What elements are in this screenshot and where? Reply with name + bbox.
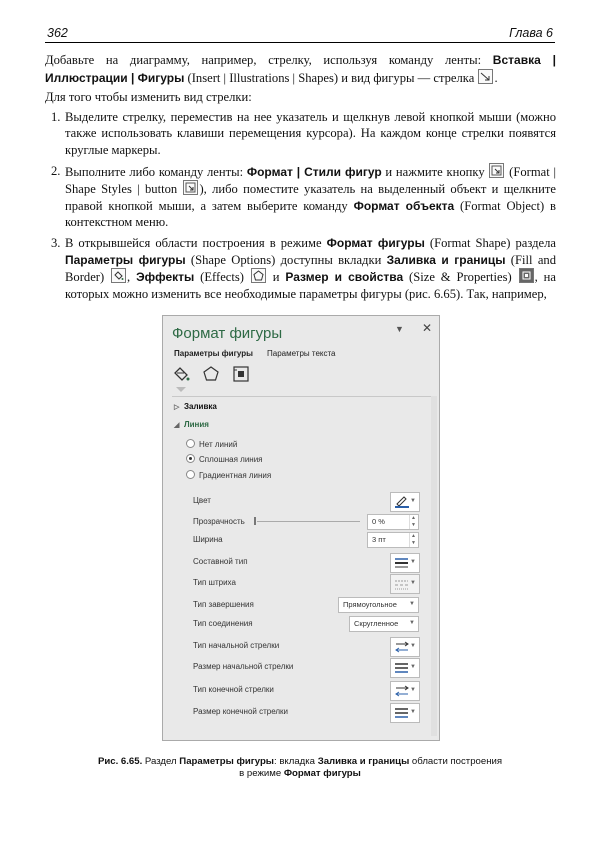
step-bold: Формат объекта [353,198,455,213]
close-icon[interactable]: ✕ [422,321,433,335]
cap-type-label: Тип завершения [193,600,254,609]
fill-bucket-icon [111,268,126,283]
caption-text: в режиме [239,768,284,779]
color-picker[interactable] [390,492,420,512]
size-properties-icon[interactable] [232,365,250,385]
arrow-shape-icon [478,69,493,84]
section-line[interactable] [174,420,209,429]
chevron-down-icon: ▼ [410,709,416,715]
radio-solid-line[interactable] [186,454,263,464]
caption-text: Раздел [142,756,180,767]
chevron-down-icon: ▼ [410,580,416,586]
tab-text-options[interactable]: Параметры текста [267,349,336,358]
caption-bold: Параметры фигуры [179,756,274,767]
step-text: (Format Shape) раздела [424,235,557,250]
pentagon-icon [251,268,266,283]
lead-paragraph: Для того чтобы изменить вид стрелки: [45,90,252,105]
join-type-label: Тип соединения [193,619,253,628]
end-arrow-type-picker[interactable] [390,681,420,701]
begin-arrow-type-picker[interactable] [390,637,420,657]
figure-caption [80,756,520,780]
chevron-down-icon: ▼ [410,664,416,670]
step-text: , [127,270,137,285]
step-text: Выделите стрелку, переместив на нее указатель и щелкнув левой кнопкой мыши (можно также использовать клавиши перемещения курсора). На каждом конце стрелки появятся круглые маркеры. [65,109,556,157]
figure-number: Рис. 6.65. [97,756,143,767]
radio-circle-selected [186,454,195,463]
fill-bucket-icon[interactable] [172,365,190,385]
step-text: В открывшейся области построения в режиме [65,235,327,250]
step-bold: Формат фигуры [326,235,425,250]
intro-bold: Вставка | Иллюстрации | Фигуры [45,53,556,85]
step-text: и [266,270,286,285]
body-text [45,52,556,306]
step-text: Выполните либо команду ленты: [65,164,247,179]
step-number: 1. [51,109,61,124]
step-text: и нажмите кнопку [381,164,489,179]
step-text: (Size & Properties) [403,270,518,285]
dash-type-picker[interactable] [390,574,420,594]
step-text: , на которых можно изменить все необходимые параметры фигуры (рис. 6.65). Так, например, [65,270,556,301]
radio-circle [186,439,195,448]
caption-text: : вкладка [274,756,318,767]
pane-title: Формат фигуры [172,325,283,342]
transparency-label: Прозрачность [193,517,245,526]
cap-type-value: Прямоугольное [343,600,397,609]
format-dialog-launcher-icon [489,163,504,178]
step-text: (Shape Options) доступны вкладки [185,252,387,267]
page-header [45,26,555,43]
step-bold: Параметры фигуры [65,252,186,267]
begin-arrow-size-label: Размер начальной стрелки [193,662,294,671]
list-item [45,163,556,231]
dash-type-label: Тип штриха [193,578,236,587]
size-properties-icon [519,268,534,283]
radio-label: Сплошная линия [199,455,263,464]
width-input[interactable] [367,532,419,548]
spinner[interactable]: ▲ ▼ [409,533,418,547]
caption-text: области построения [409,756,503,767]
compound-type-picker[interactable] [390,553,420,573]
chevron-down-icon: ▼ [410,687,416,693]
step-number: 2. [51,163,61,178]
begin-arrow-size-picker[interactable] [390,658,420,678]
intro-paragraph [45,52,556,86]
steps-list [45,109,556,303]
step-text: (Format | Shape Styles | button [65,164,556,197]
step-text: (Effects) [194,270,250,285]
chevron-down-icon: ▼ [409,601,415,607]
section-label: Линия [184,420,209,429]
width-value: 3 пт [372,535,386,544]
step-text: (Fill and Border) [65,252,557,285]
chevron-right-icon: ▷ [174,404,180,411]
join-type-select[interactable] [349,616,419,632]
section-label: Заливка [184,402,217,411]
chevron-down-icon: ▼ [410,559,416,565]
chevron-down-icon: ◢ [174,422,180,429]
format-dialog-launcher-icon [183,180,198,195]
chevron-down-icon: ▼ [410,643,416,649]
intro-text: Добавьте на диаграмму, например, стрелку, используя команду ленты: [45,53,493,67]
intro-text-2: (Insert | Illustrations | Shapes) и вид фигуры — стрелка [184,70,478,85]
compound-type-label: Составной тип [193,557,248,566]
transparency-slider-track[interactable] [257,521,360,522]
scrollbar[interactable] [431,396,437,736]
step-text: (Format Object) в контекстном меню. [65,198,556,230]
chapter-title: Глава 6 [509,26,553,40]
radio-no-line[interactable] [186,439,237,449]
spinner[interactable]: ▲ ▼ [409,515,418,529]
caption-bold: Формат фигуры [283,768,361,779]
step-number: 3. [51,235,61,250]
chevron-down-icon: ▼ [409,620,415,626]
active-tab-indicator [176,387,186,392]
transparency-slider-thumb[interactable] [254,517,256,525]
transparency-value: 0 % [372,517,385,526]
tab-shape-options[interactable]: Параметры фигуры [174,349,253,358]
chevron-down-icon: ▼ [410,498,416,504]
pentagon-icon[interactable] [202,365,220,385]
join-type-value: Скругленное [354,619,399,628]
begin-arrow-type-label: Тип начальной стрелки [193,641,280,650]
pane-options-chevron-icon[interactable]: ▼ [395,324,404,334]
radio-gradient-line[interactable] [186,470,271,480]
format-shape-pane [162,315,440,741]
width-label: Ширина [193,535,223,544]
step-bold: Заливка и границы [386,252,506,267]
end-arrow-size-label: Размер конечной стрелки [193,707,289,716]
transparency-input[interactable] [367,514,419,530]
intro-text-3: . [494,70,498,85]
list-item [45,235,556,302]
end-arrow-type-label: Тип конечной стрелки [193,685,274,694]
step-bold: Эффекты [136,270,195,285]
radio-label: Градиентная линия [199,471,272,480]
step-bold: Размер и свойства [285,270,404,285]
step-bold: Формат | Стили фигур [246,164,382,179]
radio-circle [186,470,195,479]
list-item [45,109,556,159]
radio-label: Нет линий [199,440,238,449]
cap-type-select[interactable] [338,597,419,613]
page-number: 362 [47,26,68,40]
section-fill[interactable] [174,402,217,411]
caption-bold: Заливка и границы [317,756,410,767]
divider [172,396,433,397]
step-text: ), либо поместите указатель на выделенный объект и щелкните правой кнопкой мыши, а затем выберите команду [65,182,556,213]
end-arrow-size-picker[interactable] [390,703,420,723]
color-label: Цвет [193,496,211,505]
